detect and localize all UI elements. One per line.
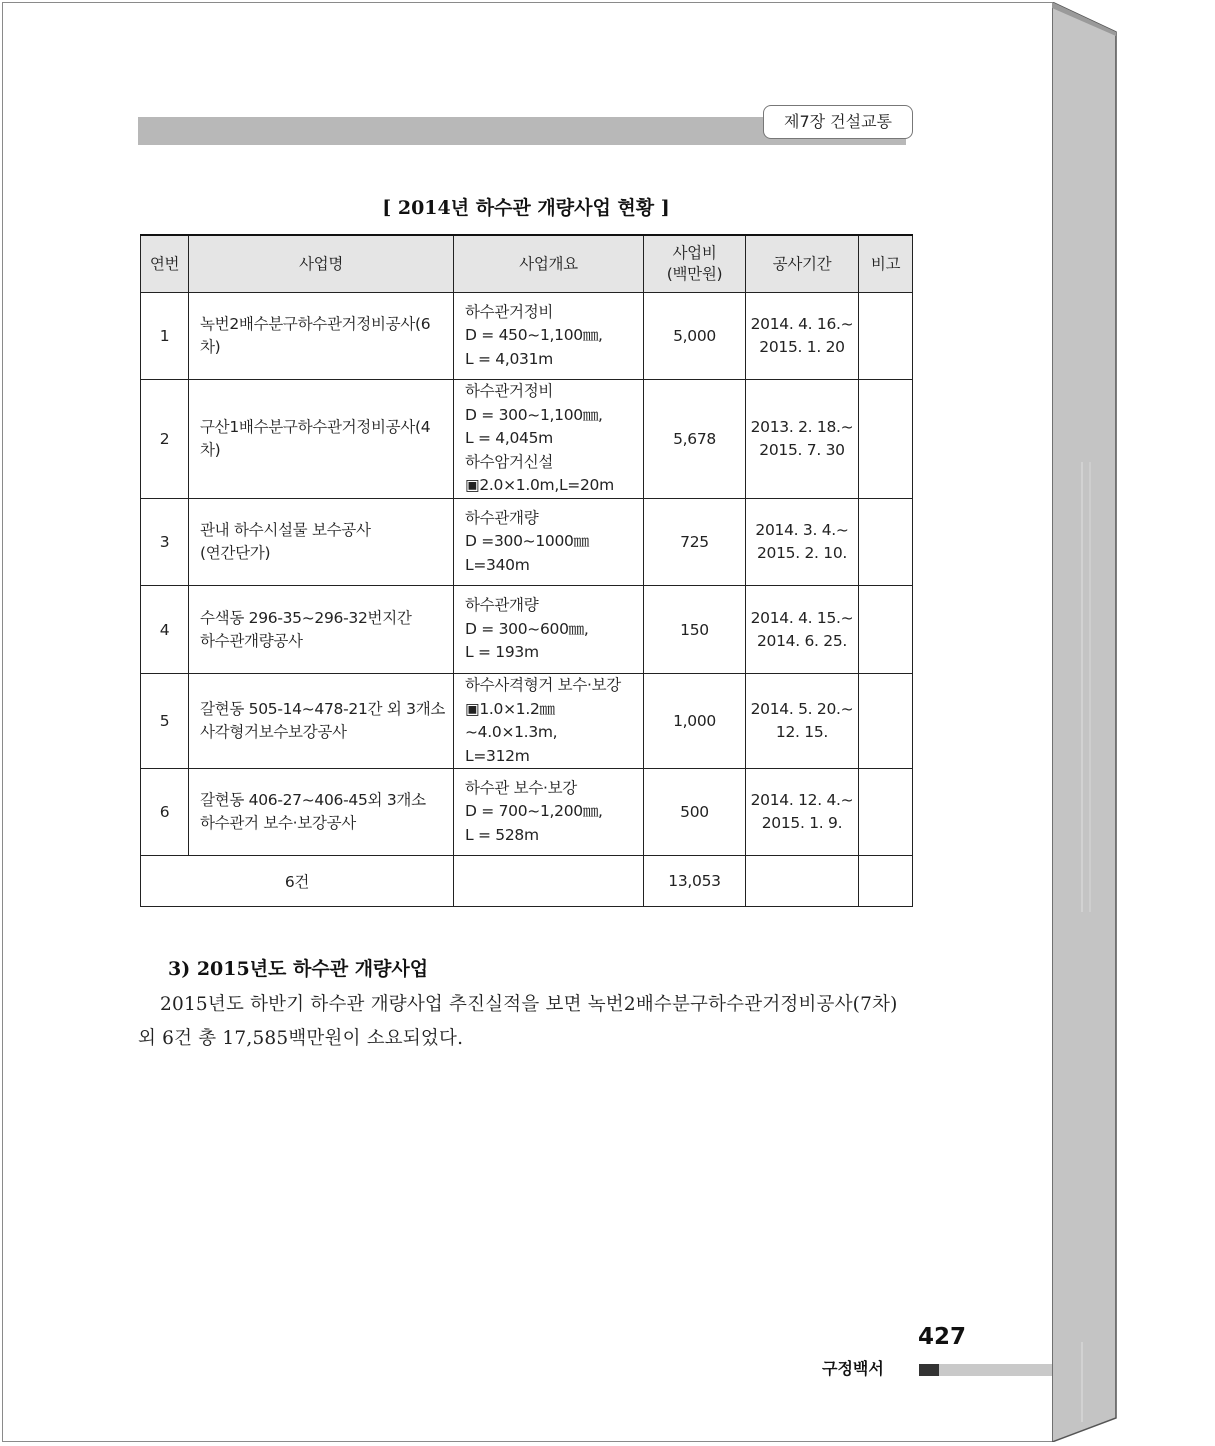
cell-cost: 5,678 [644,380,746,499]
header-no: 연번 [141,235,189,293]
cell-period-line: 2015. 1. 9. [761,814,843,832]
cell-period [746,586,859,674]
footer-bar [939,1364,1052,1376]
cell-period-line: 2013. 2. 18.~ [750,418,854,436]
cell-summary-line: L = 4,045m [465,429,553,448]
header-name: 사업명 [189,235,454,293]
cell-period [746,499,859,586]
cell-summary-line: L = 4,031m [465,349,553,368]
cell-summary-line: ▣1.0×1.2㎜~4.0×1.3m, [465,699,558,741]
cell-no: 5 [141,674,189,769]
cell-summary-line: L = 528m [465,825,539,844]
total-summary [454,856,644,907]
total-note [859,856,913,907]
cell-period-line: 2015. 7. 30 [759,441,845,459]
footer-marker [919,1364,939,1376]
header-period: 공사기간 [746,235,859,293]
total-period [746,856,859,907]
cell-no: 2 [141,380,189,499]
cell-cost: 1,000 [644,674,746,769]
section-title: 3) 2015년도 하수관 개량사업 [168,958,429,980]
cell-note [859,769,913,856]
header-cost-line1: 사업비 [672,244,717,262]
cell-name-line: 녹번2배수분구하수관거정비공사(6 [200,315,431,333]
project-table-container [140,234,913,907]
cell-period-line: 2014. 4. 16.~ [750,315,854,333]
table-header-row [141,235,913,293]
page-stack-edge [1052,2,1118,1442]
cell-period-line: 2014. 6. 25. [756,631,848,650]
cell-period-line: 2014. 3. 4.~ [755,521,849,539]
cell-period [746,674,859,769]
cell-name-line: 갈현동 406-27~406-45외 3개소 [200,791,426,809]
cell-name-line: 구산1배수분구하수관거정비공사(4 [200,418,431,436]
cell-name-line: 하수관개량공사 [200,631,303,650]
cell-period-line: 12. 15. [775,723,829,741]
cell-cost: 500 [644,769,746,856]
cell-note [859,499,913,586]
cell-cost: 150 [644,586,746,674]
cell-summary-line: D = 450~1,100㎜, [465,326,603,345]
header-note: 비고 [859,235,913,293]
cell-name-line: 차) [200,338,221,356]
cell-period-line: 2015. 2. 10. [756,544,848,562]
cell-summary-line: ▣2.0×1.0m,L=20m [465,476,614,495]
cell-period [746,293,859,380]
cell-name [189,380,454,499]
table-title: [ 2014년 하수관 개량사업 현황 ] [382,197,670,219]
cell-summary-line: 하수관거정비 [465,302,554,321]
cell-name-line: 갈현동 505-14~478-21간 외 3개소 [200,700,446,718]
table-row [141,380,913,499]
cell-name [189,586,454,674]
cell-summary [454,499,644,586]
cell-summary [454,586,644,674]
cell-summary [454,769,644,856]
cell-name-line: 관내 하수시설물 보수공사 [200,521,371,539]
table-row [141,293,913,380]
total-cost: 13,053 [644,856,746,907]
cell-summary-line: D = 300~1,100㎜, [465,405,603,424]
cell-note [859,380,913,499]
cell-summary-line: 하수관거정비 [465,382,554,401]
cell-name-line: (연간단가) [200,544,271,562]
chapter-tab: 제7장 건설교통 [763,105,913,139]
cell-summary [454,293,644,380]
cell-name-line: 사각형거보수보강공사 [200,723,347,741]
cell-summary-line: L=312m [465,746,530,765]
cell-summary-line: D = 700~1,200㎜, [465,802,603,821]
cell-period-line: 2014. 5. 20.~ [750,700,854,718]
cell-name [189,769,454,856]
table-row [141,674,913,769]
total-label: 6건 [141,856,454,907]
header-cost [644,235,746,293]
cell-note [859,586,913,674]
footer-book-title: 구정백서 [822,1359,884,1378]
cell-summary-line: D = 300~600㎜, [465,619,589,638]
table-row [141,586,913,674]
table-total-row [141,856,913,907]
page-number: 427 [918,1324,967,1350]
cell-period-line: 2014. 12. 4.~ [750,791,854,809]
cell-name [189,499,454,586]
header-summary: 사업개요 [454,235,644,293]
cell-note [859,674,913,769]
cell-summary-line: 하수사격형거 보수·보강 [465,676,621,694]
cell-name-line: 하수관거 보수·보강공사 [200,814,356,832]
cell-cost: 5,000 [644,293,746,380]
cell-no: 6 [141,769,189,856]
cell-summary-line: D =300~1000㎜ [465,532,589,551]
cell-no: 3 [141,499,189,586]
cell-name-line: 수색동 296-35~296-32번지간 [200,608,412,627]
cell-summary-line: 하수관 보수·보강 [465,778,577,797]
cell-summary-line: 하수암거신설 [465,452,554,471]
cell-cost: 725 [644,499,746,586]
cell-period-line: 2014. 4. 15.~ [750,608,854,627]
header-cost-line2: (백만원) [666,265,723,283]
cell-name [189,674,454,769]
cell-no: 1 [141,293,189,380]
cell-period [746,380,859,499]
cell-summary [454,674,644,769]
cell-name-line: 차) [200,441,221,459]
cell-summary-line: 하수관개량 [465,508,539,527]
cell-summary-line: 하수관개량 [465,596,539,615]
cell-period-line: 2015. 1. 20 [759,338,845,356]
cell-summary [454,380,644,499]
cell-note [859,293,913,380]
table-row [141,499,913,586]
section-paragraph: 2015년도 하반기 하수관 개량사업 추진실적을 보면 녹번2배수분구하수관거정비공사(7차)외 6건 총 17,585백만원이 소요되었다. [138,994,898,1049]
cell-no: 4 [141,586,189,674]
cell-summary-line: L = 193m [465,643,539,662]
cell-name [189,293,454,380]
cell-period [746,769,859,856]
cell-summary-line: L=340m [465,555,530,574]
project-table [140,234,913,907]
table-row [141,769,913,856]
